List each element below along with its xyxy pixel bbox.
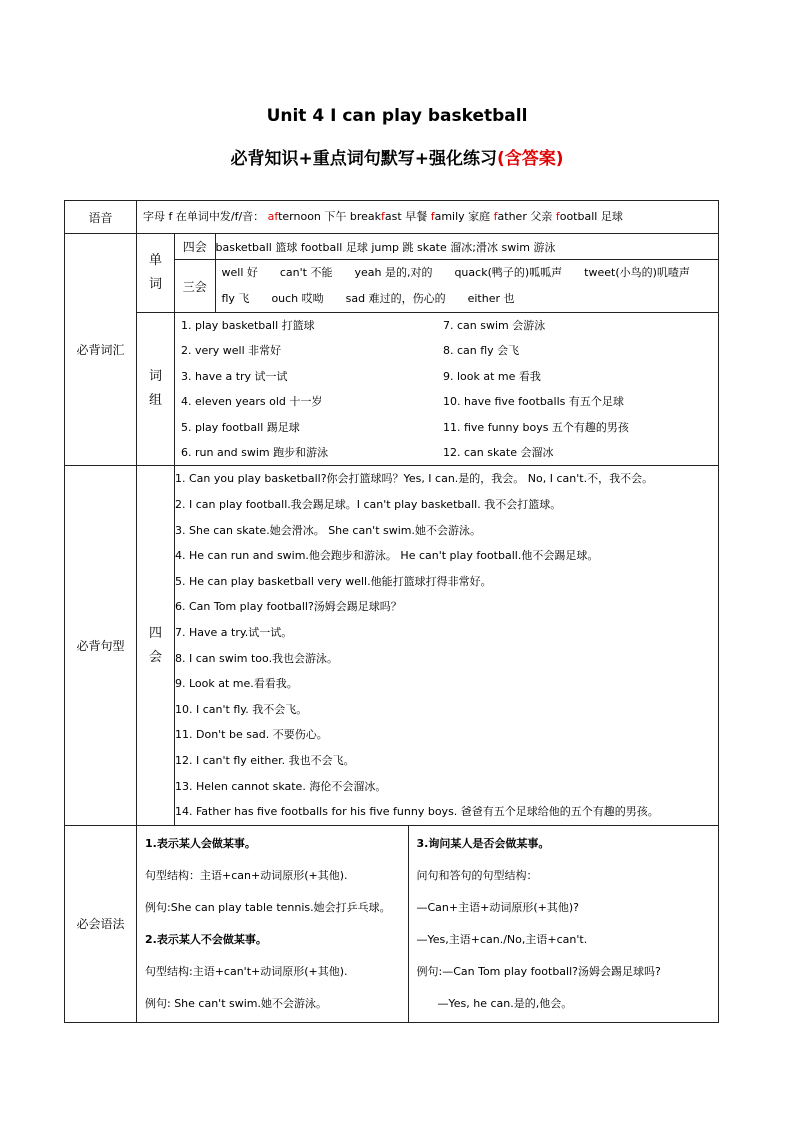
phonics-word-rest: ast 早餐 xyxy=(384,210,428,223)
phrase-item: 9. look at me 看我 xyxy=(443,369,541,383)
grammar-heading: 1.表示某人会做某事。 xyxy=(145,836,256,850)
phonics-letter: af xyxy=(267,210,279,223)
phrase-item: 2. very well 非常好 xyxy=(181,344,282,358)
four-words: basketball 篮球 football 足球 jump 跳 skate 溜冰;滑冰 swim 游泳 xyxy=(215,234,718,260)
three-label: 三会 xyxy=(175,260,215,313)
sentences-label: 必背句型 xyxy=(65,466,137,825)
sentences-row xyxy=(65,466,719,825)
sentence-item: 9. Look at me.看看我。 xyxy=(175,677,298,691)
phrase-item: 8. can fly 会飞 xyxy=(443,344,520,358)
sentence-item: 2. I can play football.我会踢足球。I can't play basketball. 我不会打篮球。 xyxy=(175,498,562,512)
grammar-line: —Can+主语+动词原形(+其他)? xyxy=(416,900,579,914)
document-subtitle xyxy=(0,144,794,169)
grammar-row xyxy=(65,825,719,1022)
document-title: Unit 4 I can play basketball xyxy=(266,106,528,126)
phonics-letter: f xyxy=(430,210,435,223)
grammar-line: 问句和答句的句型结构： xyxy=(416,868,538,882)
phrases-label: 词 组 xyxy=(137,313,175,466)
phrase-item: 7. can swim 会游泳 xyxy=(443,319,546,332)
grammar-line: —Yes, he can.是的,他会。 xyxy=(416,996,573,1010)
phrase-item: 10. have five footballs 有五个足球 xyxy=(443,395,624,409)
phrase-item: 6. run and swim 跑步和游泳 xyxy=(181,446,329,460)
phonics-word xyxy=(494,210,553,223)
sentence-item: 4. He can run and swim.他会跑步和游泳。 He can't play football.他不会踢足球。 xyxy=(175,549,599,563)
phonics-letter: f xyxy=(381,210,385,223)
phonics-word xyxy=(556,210,623,223)
grammar-line: 例句:—Can Tom play football?汤姆会踢足球吗? xyxy=(416,964,661,978)
sentence-item: 5. He can play basketball very well.他能打篮球打得非常好。 xyxy=(175,574,492,588)
knowledge-table xyxy=(64,200,719,1023)
three-words-line2: fly 飞 ouch 哎呦 sad 难过的，伤心的 either 也 xyxy=(221,292,515,305)
phonics-word-rest: break xyxy=(349,210,382,223)
phonics-letter: f xyxy=(555,210,560,223)
phonics-content xyxy=(137,201,719,234)
sentence-item: 6. Can Tom play football?汤姆会踢足球吗？ xyxy=(175,600,402,614)
grammar-table xyxy=(137,826,718,1022)
sentence-item: 10. I can't fly. 我不会飞。 xyxy=(175,702,308,716)
phrase-item: 5. play football 踢足球 xyxy=(181,420,300,434)
phonics-word-rest: ather 父亲 xyxy=(497,210,553,223)
phrase-item: 1. play basketball 打篮球 xyxy=(181,319,315,332)
grammar-right xyxy=(408,826,718,1022)
sentence-item: 8. I can swim too.我也会游泳。 xyxy=(175,651,339,665)
phonics-words xyxy=(268,210,623,223)
phonics-word xyxy=(268,210,347,223)
three-words-line1: well 好 can't 不能 yeah 是的,对的 quack(鸭子的)呱呱声 tweet(小鸟的)叽喳声 xyxy=(221,266,690,279)
grammar-line: 句型结构：主语+can+动词原形(+其他). xyxy=(145,868,348,882)
grammar-line: 句型结构:主语+can't+动词原形(+其他). xyxy=(145,964,348,978)
sentence-item: 13. Helen cannot skate. 海伦不会溜冰。 xyxy=(175,779,387,793)
vocab-phrases-row xyxy=(65,313,719,466)
vocab-words-row xyxy=(65,234,719,313)
sentence-item: 11. Don't be sad. 不要伤心。 xyxy=(175,728,328,742)
phonics-word xyxy=(381,210,427,223)
words-label: 单 词 xyxy=(137,234,175,313)
sentences-sub-label: 四 会 xyxy=(137,466,175,825)
grammar-label: 必会语法 xyxy=(65,825,137,1022)
phrase-item: 4. eleven years old 十一岁 xyxy=(181,395,323,409)
vocab-label: 必背词汇 xyxy=(65,234,137,466)
phrase-item: 11. five funny boys 五个有趣的男孩 xyxy=(443,420,629,434)
grammar-left xyxy=(137,826,408,1022)
sentence-item: 7. Have a try.试一试。 xyxy=(175,626,293,639)
phonics-letter: f xyxy=(493,210,498,223)
grammar-line: —Yes,主语+can./No,主语+can't. xyxy=(416,932,588,946)
phrases-list xyxy=(175,313,719,466)
sentence-item: 14. Father has five footballs for his five funny boys. 爸爸有五个足球给他的五个有趣的男孩。 xyxy=(175,805,659,819)
phonics-word-rest: ternoon 下午 xyxy=(278,210,347,223)
phonics-word-rest: ootball 足球 xyxy=(559,210,623,223)
four-label: 四会 xyxy=(175,234,215,260)
grammar-heading: 3.询问某人是否会做某事。 xyxy=(416,836,550,850)
grammar-heading: 2.表示某人不会做某事。 xyxy=(145,932,267,946)
phonics-word-rest: amily 家庭 xyxy=(434,210,491,223)
phonics-label: 语音 xyxy=(65,201,137,234)
sentence-item: 1. Can you play basketball?你会打篮球吗？Yes, I can.是的，我会。 No, I can't.不，我不会。 xyxy=(175,472,654,486)
phonics-word xyxy=(350,210,381,223)
phonics-row xyxy=(65,201,719,234)
phonics-word xyxy=(431,210,490,223)
sentence-item: 12. I can't fly either. 我也不会飞。 xyxy=(175,753,355,767)
sentences-list xyxy=(175,466,719,825)
phrase-item: 3. have a try 试一试 xyxy=(181,369,288,383)
words-table xyxy=(175,234,718,312)
sentence-item: 3. She can skate.她会滑冰。 She can't swim.她不会游泳。 xyxy=(175,523,481,537)
phrase-item: 12. can skate 会溜冰 xyxy=(443,446,554,460)
subtitle-answers-note: (含答案) xyxy=(496,149,564,169)
subtitle-main: 必背知识+重点词句默写+强化练习 xyxy=(230,149,497,169)
grammar-line: 例句: She can't swim.她不会游泳。 xyxy=(145,996,328,1010)
grammar-line: 例句:She can play table tennis.她会打乒乓球。 xyxy=(145,900,391,914)
phonics-intro: 字母 f 在单词中发/f/音： xyxy=(143,210,265,223)
